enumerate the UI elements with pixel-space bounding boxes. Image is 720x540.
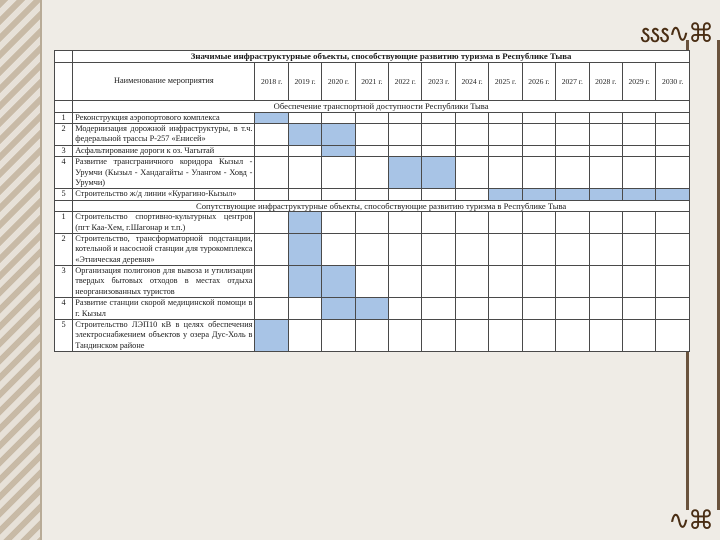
timeline-empty-cell	[556, 112, 589, 123]
timeline-empty-cell	[355, 124, 388, 146]
timeline-empty-cell	[355, 319, 388, 351]
timeline-empty-cell	[422, 145, 455, 156]
year-header: 2022 г.	[389, 62, 422, 100]
row-name: Строительство ЛЭП10 кВ в целях обеспечения электроснабжением объектов у озера Дус-Холь в Тандинском районе	[73, 319, 255, 351]
timeline-empty-cell	[656, 234, 690, 266]
timeline-empty-cell	[389, 298, 422, 320]
timeline-bar-cell	[522, 189, 555, 200]
timeline-empty-cell	[589, 157, 622, 189]
timeline-empty-cell	[455, 298, 488, 320]
year-header: 2027 г.	[556, 62, 589, 100]
ornament-top-right-icon: 🝜∿⌘	[639, 19, 712, 49]
timeline-bar-cell	[656, 189, 690, 200]
timeline-empty-cell	[556, 319, 589, 351]
blank-section-cell	[55, 100, 73, 112]
timeline-empty-cell	[522, 212, 555, 234]
timeline-empty-cell	[622, 298, 655, 320]
timeline-empty-cell	[255, 298, 288, 320]
timeline-empty-cell	[288, 157, 321, 189]
timeline-bar-cell	[255, 112, 288, 123]
table-row	[55, 234, 690, 266]
year-header: 2028 г.	[589, 62, 622, 100]
timeline-empty-cell	[589, 124, 622, 146]
timeline-empty-cell	[556, 124, 589, 146]
timeline-empty-cell	[389, 266, 422, 298]
year-header: 2025 г.	[489, 62, 522, 100]
timeline-empty-cell	[489, 145, 522, 156]
timeline-empty-cell	[489, 212, 522, 234]
timeline-empty-cell	[656, 319, 690, 351]
timeline-empty-cell	[355, 145, 388, 156]
timeline-empty-cell	[455, 189, 488, 200]
timeline-bar-cell	[489, 189, 522, 200]
ornament-bottom-right-icon: ∿⌘	[668, 506, 712, 536]
timeline-empty-cell	[656, 157, 690, 189]
timeline-empty-cell	[656, 112, 690, 123]
timeline-empty-cell	[522, 234, 555, 266]
timeline-empty-cell	[422, 298, 455, 320]
row-name: Модернизация дорожной инфраструктуры, в т.ч. федеральной трассы Р-257 «Енисей»	[73, 124, 255, 146]
row-name: Организация полигонов для вывоза и утилизации твердых бытовых отходов в местах отдыха неорганизованных туристов	[73, 266, 255, 298]
timeline-empty-cell	[389, 234, 422, 266]
year-header: 2020 г.	[322, 62, 355, 100]
timeline-empty-cell	[656, 124, 690, 146]
timeline-empty-cell	[455, 157, 488, 189]
timeline-empty-cell	[556, 157, 589, 189]
timeline-empty-cell	[422, 234, 455, 266]
timeline-empty-cell	[322, 319, 355, 351]
timeline-empty-cell	[322, 234, 355, 266]
timeline-empty-cell	[455, 145, 488, 156]
row-number: 5	[55, 319, 73, 351]
timeline-empty-cell	[622, 124, 655, 146]
timeline-empty-cell	[288, 145, 321, 156]
timeline-empty-cell	[355, 157, 388, 189]
table-row	[55, 298, 690, 320]
timeline-empty-cell	[322, 189, 355, 200]
section-title: Обеспечение транспортной доступности Республики Тыва	[73, 100, 690, 112]
timeline-empty-cell	[556, 145, 589, 156]
row-number: 2	[55, 124, 73, 146]
timeline-empty-cell	[389, 189, 422, 200]
row-number: 1	[55, 112, 73, 123]
left-decorative-band	[0, 0, 42, 540]
timeline-empty-cell	[522, 157, 555, 189]
section-title: Сопутствующие инфраструктурные объекты, способствующие развитию туризма в Республике Тыва	[73, 200, 690, 212]
timeline-empty-cell	[656, 298, 690, 320]
table-row	[55, 319, 690, 351]
timeline-bar-cell	[589, 189, 622, 200]
timeline-empty-cell	[389, 212, 422, 234]
timeline-empty-cell	[355, 234, 388, 266]
row-name: Реконструкция аэропортового комплекса	[73, 112, 255, 123]
timeline-empty-cell	[389, 145, 422, 156]
table-row	[55, 157, 690, 189]
timeline-empty-cell	[255, 157, 288, 189]
timeline-empty-cell	[455, 124, 488, 146]
blank-corner-cell	[55, 51, 73, 63]
table-row	[55, 266, 690, 298]
year-header: 2019 г.	[288, 62, 321, 100]
row-name: Строительство спортивно-культурных центров (пгт Каа-Хем, г.Шагонар и т.п.)	[73, 212, 255, 234]
row-name: Развитие станции скорой медицинской помощи в г. Кызыл	[73, 298, 255, 320]
timeline-bar-cell	[422, 157, 455, 189]
year-header: 2026 г.	[522, 62, 555, 100]
timeline-empty-cell	[622, 157, 655, 189]
timeline-empty-cell	[556, 234, 589, 266]
timeline-empty-cell	[255, 189, 288, 200]
timeline-empty-cell	[355, 189, 388, 200]
table-row	[55, 112, 690, 123]
row-number: 4	[55, 157, 73, 189]
timeline-empty-cell	[622, 266, 655, 298]
row-number: 3	[55, 266, 73, 298]
timeline-bar-cell	[288, 234, 321, 266]
timeline-empty-cell	[489, 234, 522, 266]
timeline-empty-cell	[489, 298, 522, 320]
timeline-empty-cell	[422, 319, 455, 351]
timeline-empty-cell	[455, 212, 488, 234]
table-row	[55, 124, 690, 146]
timeline-empty-cell	[489, 157, 522, 189]
timeline-empty-cell	[589, 212, 622, 234]
row-number: 3	[55, 145, 73, 156]
timeline-empty-cell	[522, 319, 555, 351]
gantt-table	[54, 50, 690, 352]
timeline-bar-cell	[322, 145, 355, 156]
timeline-empty-cell	[355, 266, 388, 298]
timeline-empty-cell	[422, 189, 455, 200]
row-number: 4	[55, 298, 73, 320]
timeline-empty-cell	[522, 145, 555, 156]
timeline-bar-cell	[288, 124, 321, 146]
timeline-empty-cell	[355, 212, 388, 234]
row-number: 2	[55, 234, 73, 266]
timeline-empty-cell	[656, 145, 690, 156]
timeline-empty-cell	[489, 266, 522, 298]
timeline-bar-cell	[288, 266, 321, 298]
year-header: 2024 г.	[455, 62, 488, 100]
timeline-empty-cell	[489, 319, 522, 351]
timeline-empty-cell	[322, 157, 355, 189]
row-name: Строительство, трансформаторной подстанции, котельной и насосной станции для турокомплекса «Этническая деревня»	[73, 234, 255, 266]
timeline-empty-cell	[422, 266, 455, 298]
timeline-empty-cell	[288, 319, 321, 351]
year-header: 2023 г.	[422, 62, 455, 100]
timeline-empty-cell	[622, 212, 655, 234]
timeline-empty-cell	[255, 145, 288, 156]
timeline-empty-cell	[589, 112, 622, 123]
timeline-empty-cell	[455, 234, 488, 266]
timeline-empty-cell	[389, 319, 422, 351]
timeline-empty-cell	[622, 234, 655, 266]
timeline-empty-cell	[522, 124, 555, 146]
blank-header-cell	[55, 62, 73, 100]
timeline-empty-cell	[455, 266, 488, 298]
row-name: Развитие трансграничного коридора Кызыл - Урумчи (Кызыл - Хандагайты - Улангом - Ховд - Урумчи)	[73, 157, 255, 189]
row-name: Асфальтирование дороги к оз. Чагытай	[73, 145, 255, 156]
timeline-empty-cell	[522, 298, 555, 320]
timeline-bar-cell	[556, 189, 589, 200]
timeline-empty-cell	[556, 212, 589, 234]
timeline-empty-cell	[422, 212, 455, 234]
timeline-empty-cell	[455, 112, 488, 123]
timeline-empty-cell	[556, 266, 589, 298]
timeline-empty-cell	[255, 212, 288, 234]
table-title: Значимые инфраструктурные объекты, способствующие развитию туризма в Республике Тыва	[73, 51, 690, 63]
timeline-bar-cell	[322, 124, 355, 146]
ornament-right-border	[686, 40, 720, 510]
timeline-bar-cell	[622, 189, 655, 200]
timeline-empty-cell	[589, 319, 622, 351]
year-header: 2029 г.	[622, 62, 655, 100]
timeline-empty-cell	[255, 234, 288, 266]
timeline-empty-cell	[489, 124, 522, 146]
timeline-bar-cell	[389, 157, 422, 189]
year-header: 2030 г.	[656, 62, 690, 100]
timeline-empty-cell	[489, 112, 522, 123]
timeline-empty-cell	[656, 266, 690, 298]
timeline-empty-cell	[589, 298, 622, 320]
timeline-empty-cell	[288, 298, 321, 320]
row-name: Строительство ж/д линии «Курагино-Кызыл»	[73, 189, 255, 200]
timeline-empty-cell	[288, 189, 321, 200]
table-row	[55, 189, 690, 200]
timeline-empty-cell	[389, 112, 422, 123]
timeline-bar-cell	[322, 266, 355, 298]
timeline-empty-cell	[556, 298, 589, 320]
timeline-empty-cell	[255, 124, 288, 146]
column-header-name: Наименование мероприятия	[73, 62, 255, 100]
timeline-empty-cell	[589, 266, 622, 298]
timeline-bar-cell	[288, 212, 321, 234]
timeline-empty-cell	[622, 112, 655, 123]
timeline-bar-cell	[255, 319, 288, 351]
table-row	[55, 145, 690, 156]
timeline-bar-cell	[355, 298, 388, 320]
table-row	[55, 212, 690, 234]
timeline-empty-cell	[589, 145, 622, 156]
timeline-empty-cell	[656, 212, 690, 234]
row-number: 5	[55, 189, 73, 200]
row-number: 1	[55, 212, 73, 234]
timeline-empty-cell	[622, 319, 655, 351]
timeline-empty-cell	[288, 112, 321, 123]
blank-section-cell	[55, 200, 73, 212]
timeline-empty-cell	[522, 266, 555, 298]
year-header: 2021 г.	[355, 62, 388, 100]
timeline-empty-cell	[255, 266, 288, 298]
timeline-empty-cell	[355, 112, 388, 123]
year-header: 2018 г.	[255, 62, 288, 100]
timeline-empty-cell	[389, 124, 422, 146]
timeline-bar-cell	[322, 298, 355, 320]
timeline-empty-cell	[589, 234, 622, 266]
timeline-empty-cell	[422, 112, 455, 123]
timeline-empty-cell	[522, 112, 555, 123]
timeline-empty-cell	[455, 319, 488, 351]
timeline-empty-cell	[322, 212, 355, 234]
timeline-empty-cell	[322, 112, 355, 123]
timeline-empty-cell	[622, 145, 655, 156]
timeline-empty-cell	[422, 124, 455, 146]
